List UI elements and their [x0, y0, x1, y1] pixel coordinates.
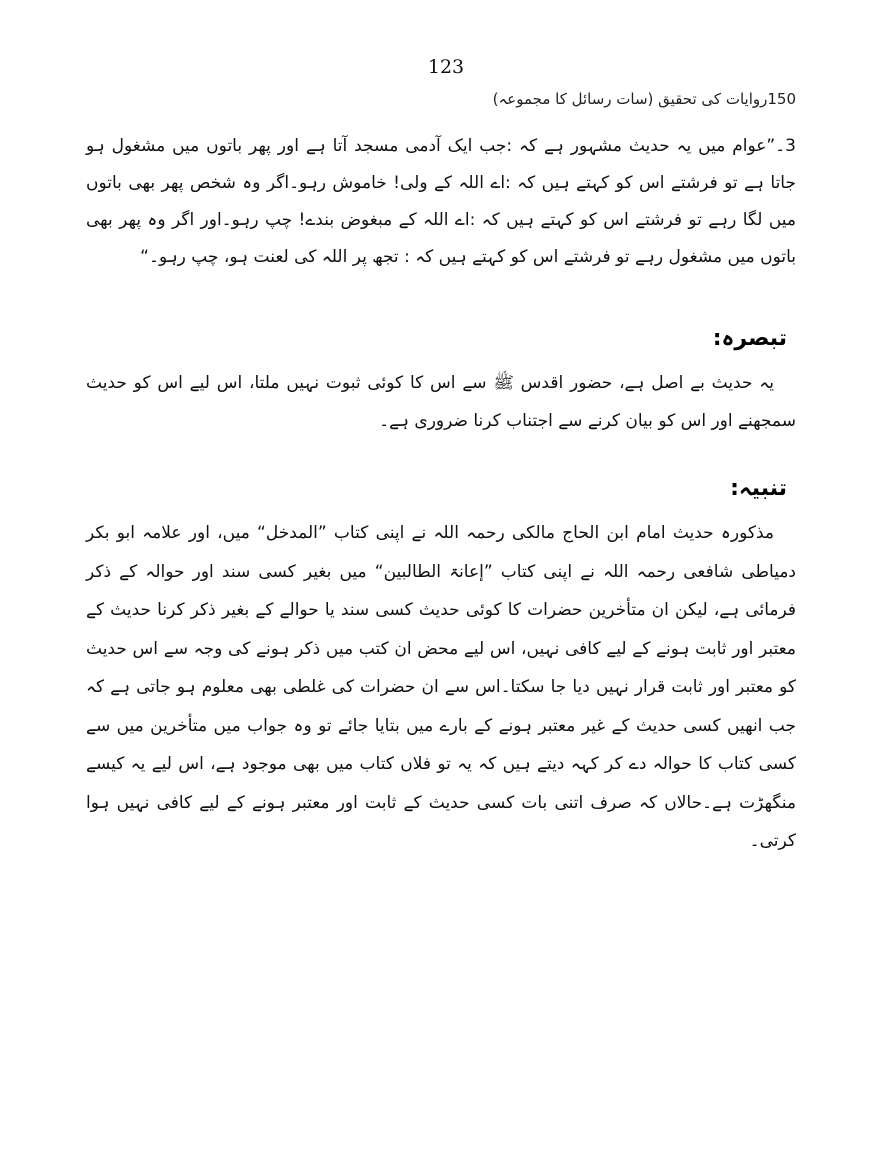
running-header: 150روایات کی تحقیق (سات رسائل کا مجموعہ): [492, 90, 796, 108]
tabsira-paragraph: [86, 364, 796, 440]
tabsira-heading: تبصرہ:: [712, 326, 787, 351]
section-3-paragraph: 3۔”عوام میں یہ حدیث مشہور ہے کہ :جب ایک آدمی مسجد آتا ہے اور پھر باتوں میں مشغول ہو جاتا ہے تو فرشتے اس کو کہتے ہیں کہ :اے اللہ کے ولی! خاموش رہو۔اگر وہ شخص پھر بھی باتوں میں لگا رہے تو فرشتے اس کو کہتے ہیں کہ :اے اللہ کے مبغوض بندے! چپ رہو۔اور اگر وہ پھر بھی باتوں میں مشغول رہے تو فرشتے اس کو کہتے ہیں کہ : تجھ پر اللہ کی لعنت ہو، چپ رہو۔“: [86, 136, 796, 267]
tanbeeh-text: مذکورہ حدیث امام ابن الحاج مالکی رحمہ اللہ نے اپنی کتاب ”المدخل“ میں، اور علامہ ابو بکر دمیاطی شافعی رحمہ اللہ نے اپنی کتاب ”إعانۃ الطالبین“ میں بغیر کسی سند اور حوالہ کے ذکر فرمائی ہے، لیکن ان متأخرین حضرات کا کوئی حدیث کسی سند یا حوالے کے بغیر ذکر کرنا حدیث کے معتبر اور ثابت ہونے کے لیے کافی نہیں، اس لیے محض ان کتب میں ذکر ہونے کی وجہ سے اس حدیث کو معتبر اور ثابت قرار نہیں دیا جا سکتا۔اس سے ان حضرات کی غلطی بھی معلوم ہو جاتی ہے کہ جب انھیں کسی حدیث کے غیر معتبر ہونے کے بارے میں بتایا جائے تو وہ جواب میں متأخرین میں سے کسی کتاب کا حوالہ دے کر کہہ دیتے ہیں کہ یہ تو فلاں کتاب میں بھی موجود ہے، اس لیے یہ کیسے منگھڑت ہے۔حالاں کہ صرف اتنی بات کسی حدیث کے ثابت اور معتبر ہونے کے لیے کافی نہیں ہوا کرتی۔: [86, 523, 796, 851]
tabsira-text: یہ حدیث بے اصل ہے، حضور اقدس ﷺ سے اس کا کوئی ثبوت نہیں ملتا، اس لیے اس کو حدیث سمجھنے اور اس کو بیان کرنے سے اجتناب کرنا ضروری ہے۔: [86, 373, 796, 431]
tanbeeh-heading: تنبیہ:: [730, 476, 787, 501]
page-number: 123: [427, 56, 465, 78]
tanbeeh-paragraph: [86, 514, 796, 861]
